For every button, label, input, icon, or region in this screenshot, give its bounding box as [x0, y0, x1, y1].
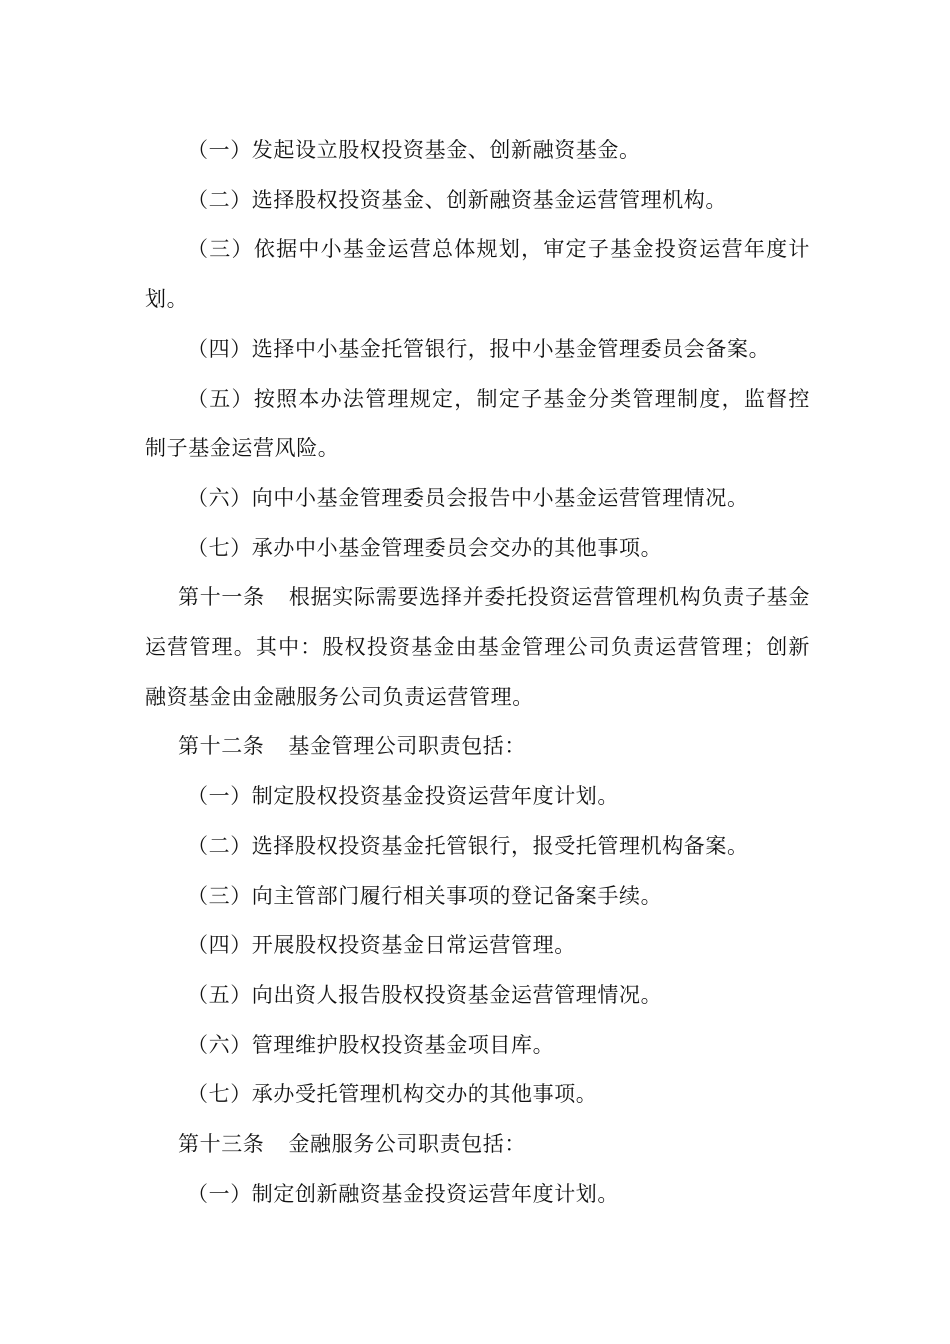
clause-paragraph: （四）选择中小基金托管银行，报中小基金管理委员会备案。	[187, 336, 771, 361]
clause-paragraph: （五）按照本办法管理规定，制定子基金分类管理制度，监督控制子基金运营风险。	[145, 386, 810, 461]
clause-paragraph: （三）向主管部门履行相关事项的登记备案手续。	[187, 883, 663, 908]
article-number: 第十三条	[178, 1132, 265, 1157]
clause-paragraph: （四）开展股权投资基金日常运营管理。	[187, 933, 576, 958]
article-number: 第十一条	[178, 585, 265, 610]
article-paragraph	[145, 722, 810, 772]
clause-paragraph: （一）制定创新融资基金投资运营年度计划。	[187, 1181, 619, 1206]
article-number: 第十二条	[178, 734, 265, 759]
clause-paragraph: （七）承办受托管理机构交办的其他事项。	[187, 1082, 598, 1107]
clause-paragraph: （六）管理维护股权投资基金项目库。	[187, 1032, 555, 1057]
clause-paragraph: （二）选择股权投资基金托管银行，报受托管理机构备案。	[187, 833, 749, 858]
article-paragraph	[145, 1120, 810, 1170]
article-text: 金融服务公司职责包括：	[288, 1132, 527, 1157]
article-text: 根据实际需要选择并委托投资运营管理机构负责子基金运营管理。其中：股权投资基金由基金管理公司负责运营管理；创新融资基金由金融服务公司负责运营管理。	[145, 585, 810, 709]
clause-paragraph: （六）向中小基金管理委员会报告中小基金运营管理情况。	[187, 485, 749, 510]
article-paragraph	[145, 573, 810, 722]
article-text: 基金管理公司职责包括：	[288, 734, 527, 759]
clause-paragraph: （三）依据中小基金运营总体规划，审定子基金投资运营年度计划。	[145, 237, 810, 312]
document-body	[145, 126, 810, 1219]
clause-paragraph: （二）选择股权投资基金、创新融资基金运营管理机构。	[187, 187, 727, 212]
clause-paragraph: （一）发起设立股权投资基金、创新融资基金。	[187, 138, 641, 162]
clause-paragraph: （五）向出资人报告股权投资基金运营管理情况。	[187, 982, 663, 1007]
clause-paragraph: （一）制定股权投资基金投资运营年度计划。	[187, 784, 619, 809]
clause-paragraph: （七）承办中小基金管理委员会交办的其他事项。	[187, 535, 663, 560]
